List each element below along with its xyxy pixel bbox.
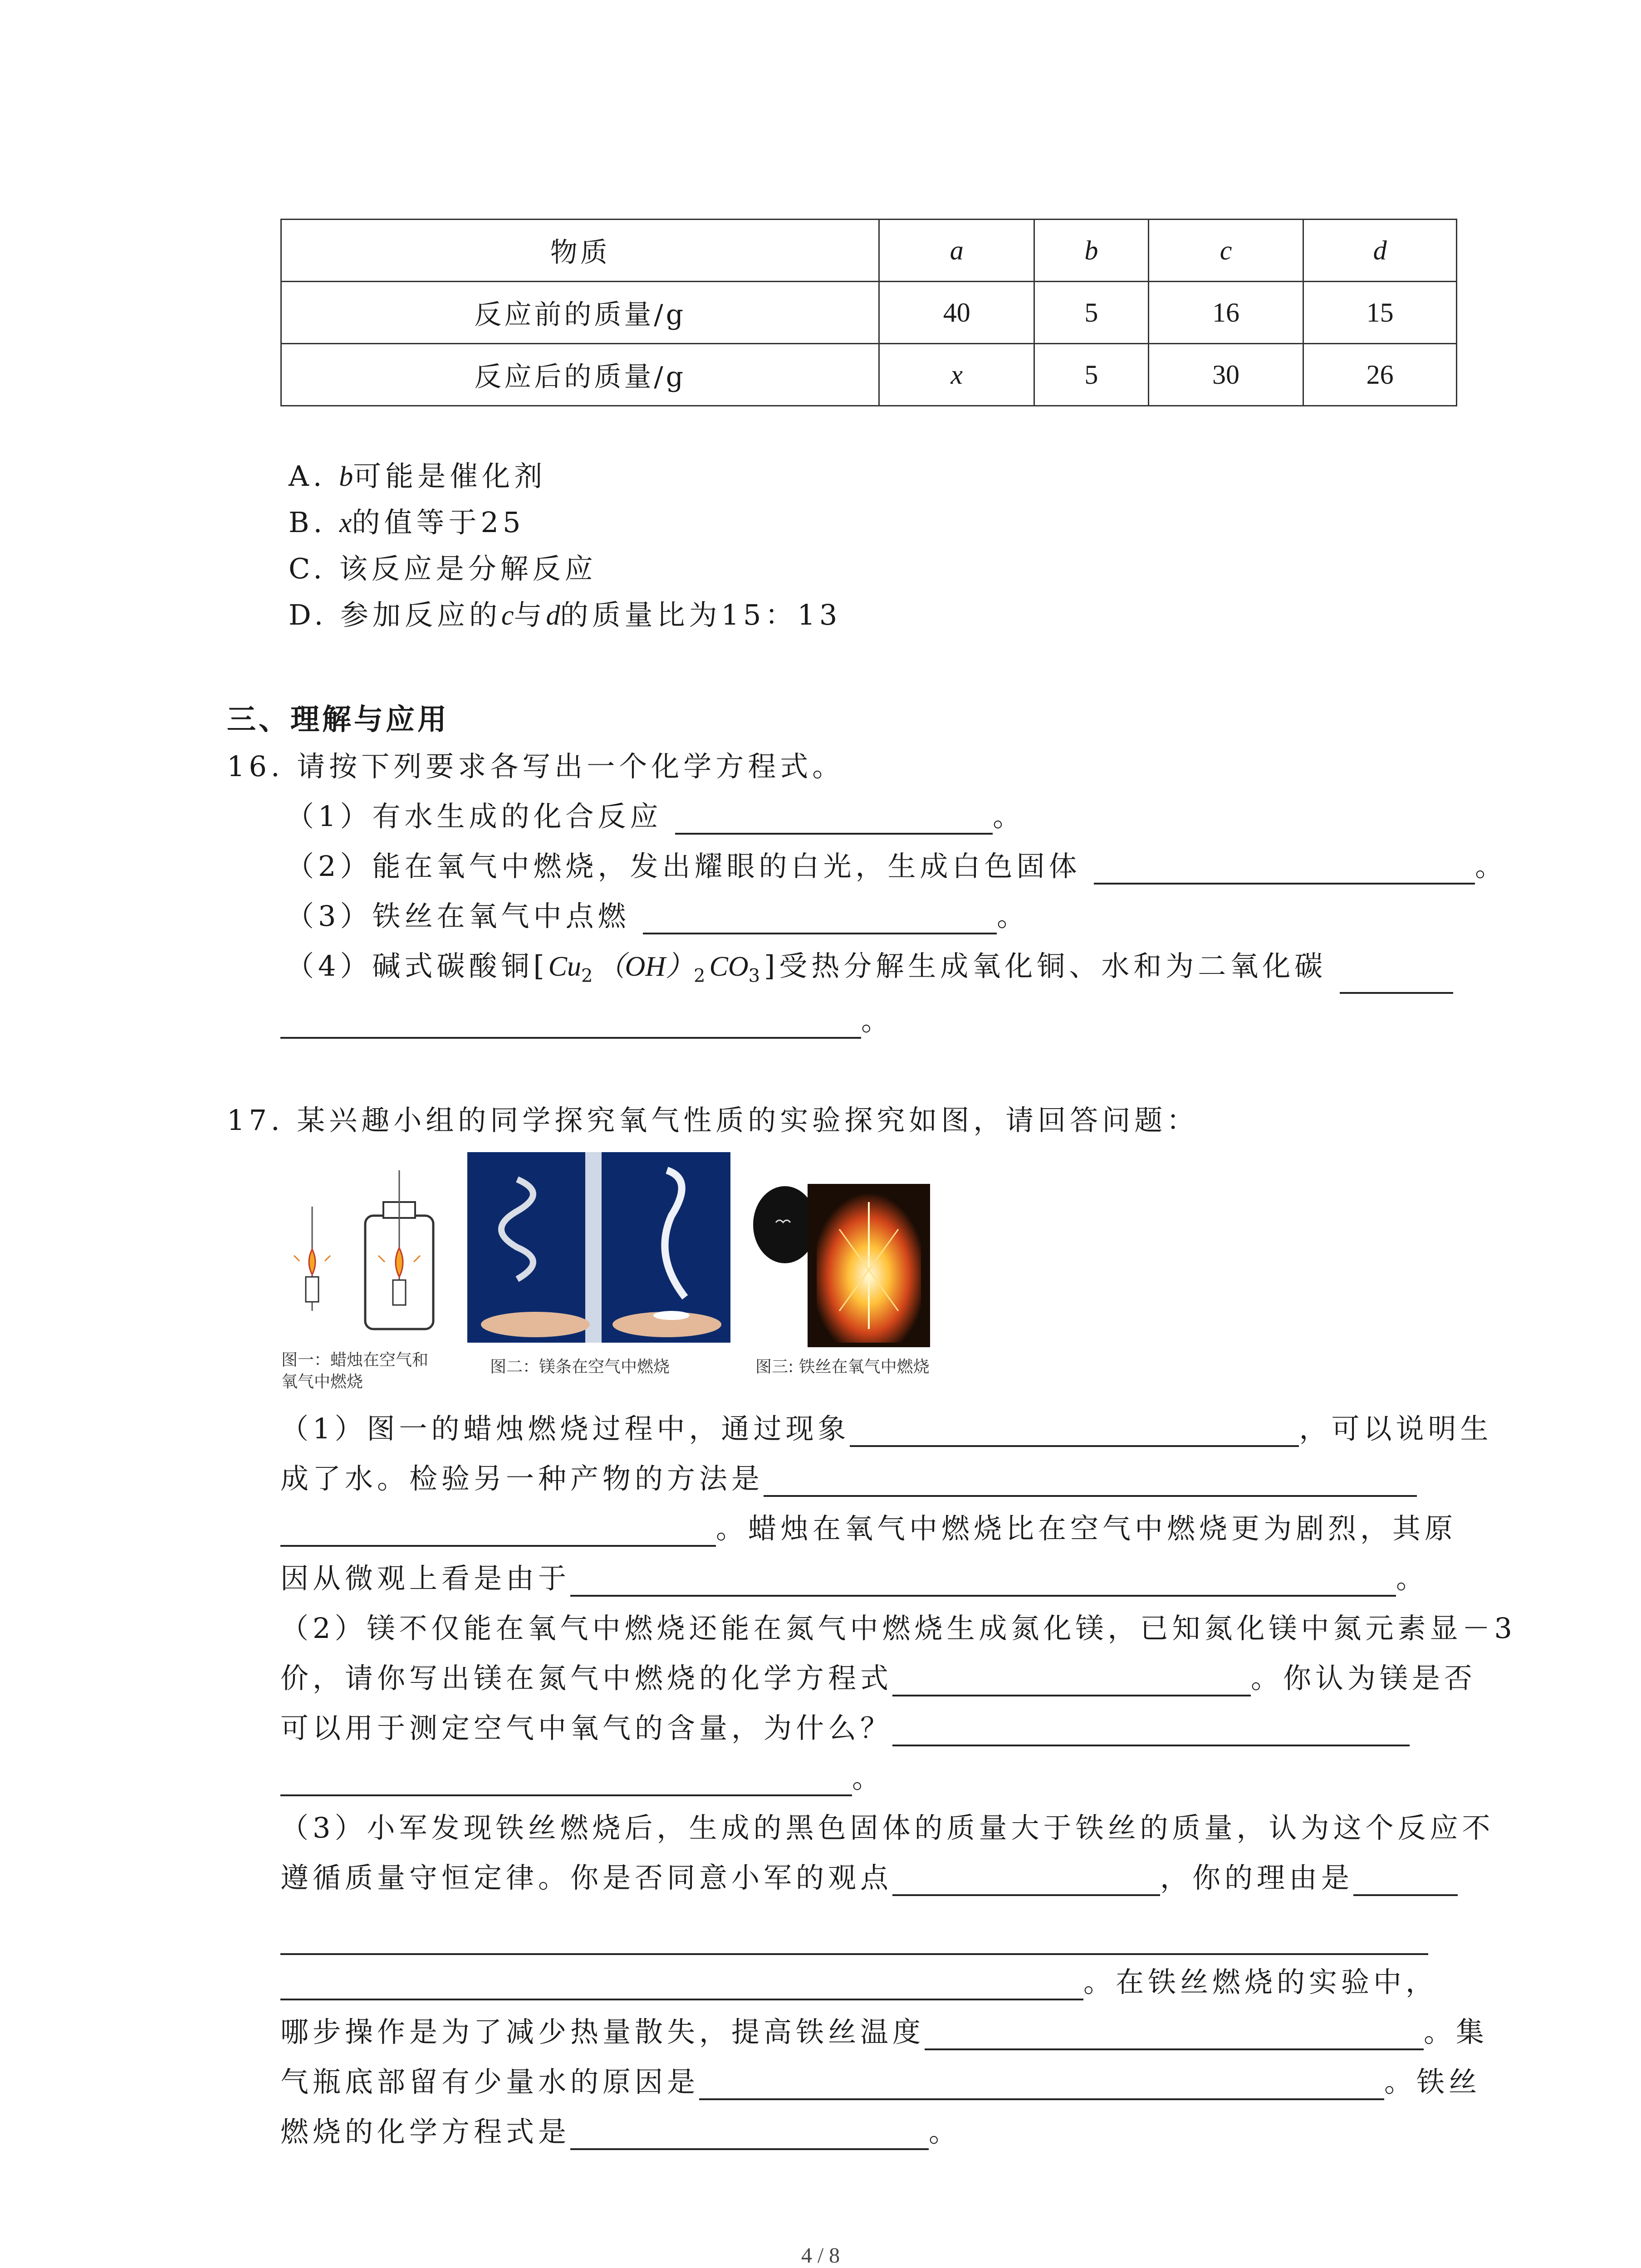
q17-part3-line4: 。在铁丝燃烧的实验中，: [280, 1964, 1438, 2000]
option-a: A. b可能是催化剂: [289, 459, 547, 493]
answer-blank[interactable]: [280, 1517, 716, 1547]
figure-magnesium: [467, 1152, 730, 1343]
q16-part1: （1）有水生成的化合反应 。: [286, 798, 1025, 835]
header-c: c: [1148, 220, 1303, 282]
figure1-caption: 图一：蜡烛在空气和 氧气中燃烧: [281, 1351, 429, 1391]
header-b: b: [1034, 220, 1149, 282]
q17-part3-line3: [280, 1919, 1428, 1955]
q16-part2: （2）能在氧气中燃烧，发出耀眼的白光，生成白色固体 。: [286, 848, 1507, 885]
q17-part2-line4: 。: [280, 1760, 884, 1796]
answer-blank[interactable]: [643, 904, 997, 934]
header-d: d: [1303, 220, 1457, 282]
answer-blank[interactable]: [280, 1925, 1428, 1955]
mass-table: [280, 219, 1457, 406]
table-cell: 30: [1148, 344, 1303, 406]
q17-part1-line1: （1）图一的蜡烛燃烧过程中，通过现象 ，可以说明生: [280, 1411, 1492, 1447]
figure-iron-wire: [749, 1175, 930, 1347]
answer-blank[interactable]: [892, 1667, 1251, 1696]
answer-blank[interactable]: [675, 805, 993, 835]
table-cell: x: [879, 344, 1034, 406]
answer-blank[interactable]: [892, 1716, 1410, 1746]
q17-part3-line2: 遵循质量守恒定律。你是否同意小军的观点 ，你的理由是: [280, 1860, 1458, 1896]
answer-blank[interactable]: [850, 1417, 1299, 1447]
figure-candle: [281, 1161, 449, 1343]
table-row: [281, 344, 1457, 406]
q17-stem: 17. 某兴趣小组的同学探究氧气性质的实验探究如图，请回答问题：: [227, 1104, 1199, 1137]
option-c: C. 该反应是分解反应: [289, 552, 597, 585]
option-d: D. 参加反应的c与d的质量比为15：13: [289, 598, 842, 631]
candle-illustration: [281, 1161, 449, 1343]
q16-part4: （4）碱式碳酸铜$[Cu_2(OH)_2CO_3]$受热分解生成氧化铜、水和为二氧化碳: [286, 948, 1453, 994]
answer-blank[interactable]: [280, 1970, 1083, 2000]
q17-part3-line6: 气瓶底部留有少量水的原因是 。铁丝: [280, 2064, 1481, 2100]
table-cell: 5: [1034, 282, 1149, 344]
table-cell: 5: [1034, 344, 1149, 406]
answer-blank[interactable]: [1340, 964, 1453, 994]
answer-blank[interactable]: [1094, 855, 1475, 885]
row-label: 反应前的质量/g: [281, 282, 879, 344]
answer-blank[interactable]: [892, 1866, 1160, 1896]
q17-part1-line3: 。蜡烛在氧气中燃烧比在空气中燃烧更为剧烈，其原: [280, 1510, 1457, 1547]
table-cell: 15: [1303, 282, 1457, 344]
header-a: a: [879, 220, 1034, 282]
section-title: 三、理解与应用: [227, 703, 449, 737]
answer-blank[interactable]: [280, 1009, 861, 1039]
q16-part4-cont: 。: [280, 1002, 893, 1039]
option-b: B. x的值等于25: [289, 506, 525, 539]
header-substance: 物质: [281, 220, 879, 282]
q17-part1-line2: 成了水。检验另一种产物的方法是: [280, 1461, 1417, 1497]
magnesium-photo: [467, 1152, 730, 1343]
answer-blank[interactable]: [699, 2070, 1384, 2100]
figure2-caption: 图二：镁条在空气中燃烧: [490, 1358, 670, 1376]
table-row: [281, 282, 1457, 344]
row-label: 反应后的质量/g: [281, 344, 879, 406]
answer-blank[interactable]: [280, 1766, 852, 1796]
q17-part3-line5: 哪步操作是为了减少热量散失，提高铁丝温度 。集: [280, 2014, 1488, 2050]
table-header-row: [281, 220, 1457, 282]
table-cell: 40: [879, 282, 1034, 344]
q17-part3-line7: 燃烧的化学方程式是 。: [280, 2114, 961, 2150]
answer-blank[interactable]: [1353, 1866, 1458, 1896]
figure3-caption: 图三: 铁丝在氧气中燃烧: [755, 1358, 930, 1376]
q17-part3-line1: （3）小军发现铁丝燃烧后，生成的黑色固体的质量大于铁丝的质量，认为这个反应不: [280, 1811, 1494, 1844]
q17-part2-line1: （2）镁不仅能在氧气中燃烧还能在氮气中燃烧生成氮化镁，已知氮化镁中氮元素显－3: [280, 1612, 1516, 1645]
table-cell: 16: [1148, 282, 1303, 344]
table-cell: 26: [1303, 344, 1457, 406]
q17-part1-line4: 因从微观上看是由于 。: [280, 1560, 1428, 1597]
answer-blank[interactable]: [764, 1467, 1417, 1497]
answer-blank[interactable]: [570, 2120, 929, 2150]
q16-stem: 16. 请按下列要求各写出一个化学方程式。: [227, 750, 845, 783]
iron-wire-photo: [749, 1175, 930, 1347]
q17-part2-line2: 价，请你写出镁在氮气中燃烧的化学方程式 。你认为镁是否: [280, 1660, 1476, 1696]
page-number: 4 / 8: [801, 2244, 840, 2268]
q17-part2-line3: 可以用于测定空气中氧气的含量，为什么？: [280, 1710, 1410, 1746]
answer-blank[interactable]: [925, 2020, 1424, 2050]
answer-blank[interactable]: [570, 1567, 1396, 1597]
q16-part3: （3）铁丝在氧气中点燃 。: [286, 898, 1029, 934]
